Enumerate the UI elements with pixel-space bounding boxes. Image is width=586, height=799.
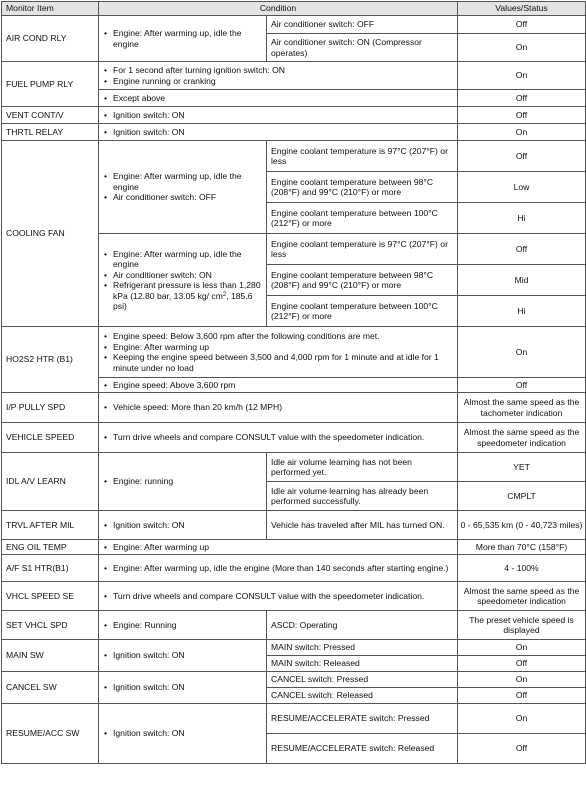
condition-cell xyxy=(99,511,267,540)
condition-cell xyxy=(99,611,267,640)
value-cell: On xyxy=(458,640,586,656)
value-cell: On xyxy=(458,62,586,90)
value-cell: Off xyxy=(458,656,586,672)
monitor-item-cell: SET VHCL SPD xyxy=(2,611,99,640)
sub-condition-cell: CANCEL switch: Pressed xyxy=(267,672,458,688)
table-row xyxy=(2,107,586,124)
monitor-item-cell: VENT CONT/V xyxy=(2,107,99,124)
table-row xyxy=(2,16,586,34)
monitor-item-cell: CANCEL SW xyxy=(2,672,99,704)
table-row xyxy=(2,62,586,90)
monitor-item-cell: AIR COND RLY xyxy=(2,16,99,62)
sub-condition-cell: Air conditioner switch: ON (Compressor operates) xyxy=(267,34,458,62)
table-row xyxy=(2,582,586,611)
monitor-item-cell: COOLING FAN xyxy=(2,141,99,327)
sub-condition-cell: Idle air volume learning has already been performed successfully. xyxy=(267,482,458,511)
value-cell: On xyxy=(458,34,586,62)
condition-cell xyxy=(99,107,458,124)
condition-cell xyxy=(99,327,458,378)
monitor-item-cell: VEHICLE SPEED xyxy=(2,423,99,453)
value-cell: On xyxy=(458,704,586,734)
condition-cell xyxy=(99,582,458,611)
sub-condition-cell: Engine coolant temperature is 97°C (207°F) or less xyxy=(267,234,458,265)
condition-bullet: • Engine speed: Above 3,600 rpm xyxy=(113,380,453,391)
sub-condition-cell: RESUME/ACCELERATE switch: Released xyxy=(267,734,458,764)
condition-bullet: • Engine running or cranking xyxy=(113,76,453,87)
value-cell: Hi xyxy=(458,203,586,234)
value-cell: More than 70°C (158°F) xyxy=(458,540,586,555)
value-cell: Mid xyxy=(458,265,586,296)
condition-cell xyxy=(99,90,458,107)
monitor-item-cell: A/F S1 HTR(B1) xyxy=(2,555,99,582)
value-cell: YET xyxy=(458,453,586,482)
value-cell: Off xyxy=(458,688,586,704)
sub-condition-cell: ASCD: Operating xyxy=(267,611,458,640)
condition-bullet: • Turn drive wheels and compare CONSULT value with the speedometer indication. xyxy=(113,432,453,443)
refrigerant-text: Refrigerant pressure is less than 1,280 kPa (12.80 bar, 13.05 kg/ cm xyxy=(113,280,261,301)
sub-condition-cell: MAIN switch: Released xyxy=(267,656,458,672)
condition-bullet: • Engine: After warming up, idle the engine xyxy=(113,28,262,49)
table-row xyxy=(2,540,586,555)
condition-bullet: • Ignition switch: ON xyxy=(113,728,262,739)
table-row xyxy=(2,124,586,141)
sub-condition-cell: Idle air volume learning has not been performed yet. xyxy=(267,453,458,482)
condition-bullet: • Turn drive wheels and compare CONSULT value with the speedometer indication. xyxy=(113,591,453,602)
condition-bullet: • Engine: running xyxy=(113,476,262,487)
condition-bullet: • Ignition switch: ON xyxy=(113,520,262,531)
value-cell: On xyxy=(458,672,586,688)
value-cell: Off xyxy=(458,107,586,124)
condition-bullet: • Engine: After warming up xyxy=(113,342,453,353)
sub-condition-cell: Engine coolant temperature is 97°C (207°F) or less xyxy=(267,141,458,172)
table-row xyxy=(2,555,586,582)
condition-bullet: • Air conditioner switch: ON xyxy=(113,270,262,281)
value-cell: Off xyxy=(458,378,586,393)
condition-cell xyxy=(99,555,458,582)
table-row xyxy=(2,672,586,688)
value-cell: Low xyxy=(458,172,586,203)
condition-bullet: • Engine: After warming up, idle the engine (More than 140 seconds after starting engine.) xyxy=(113,563,453,574)
monitor-item-cell: TRVL AFTER MIL xyxy=(2,511,99,540)
header-values-status: Values/Status xyxy=(458,2,586,16)
condition-cell xyxy=(99,378,458,393)
condition-cell xyxy=(99,16,267,62)
condition-bullet: • Ignition switch: ON xyxy=(113,682,262,693)
condition-bullet: • Air conditioner switch: OFF xyxy=(113,192,262,203)
condition-bullet: • Engine: After warming up, idle the engine xyxy=(113,249,262,270)
value-cell: 4 - 100% xyxy=(458,555,586,582)
value-cell: Off xyxy=(458,234,586,265)
condition-cell xyxy=(99,672,267,704)
sub-condition-cell: RESUME/ACCELERATE switch: Pressed xyxy=(267,704,458,734)
value-cell: The preset vehicle speed is displayed xyxy=(458,611,586,640)
condition-bullet: • Vehicle speed: More than 20 km/h (12 MPH) xyxy=(113,402,453,413)
condition-cell xyxy=(99,540,458,555)
superscript: 2 xyxy=(222,291,227,298)
value-cell: Off xyxy=(458,90,586,107)
sub-condition-cell: Engine coolant temperature between 100°C (212°F) or more xyxy=(267,296,458,327)
condition-cell xyxy=(99,423,458,453)
table-row xyxy=(2,511,586,540)
sub-condition-cell: Air conditioner switch: OFF xyxy=(267,16,458,34)
monitor-item-cell: THRTL RELAY xyxy=(2,124,99,141)
value-cell: Almost the same speed as the speedometer indication xyxy=(458,582,586,611)
condition-bullet: • Engine: After warming up xyxy=(113,542,453,553)
table-row xyxy=(2,704,586,734)
value-cell: Hi xyxy=(458,296,586,327)
monitor-item-cell: VHCL SPEED SE xyxy=(2,582,99,611)
table-row xyxy=(2,393,586,423)
value-cell: Off xyxy=(458,16,586,34)
refrigerant-text-end: , 185.6 psi) xyxy=(113,290,253,311)
table-row xyxy=(2,423,586,453)
sub-condition-cell: CANCEL switch: Released xyxy=(267,688,458,704)
condition-bullet: • Engine: Running xyxy=(113,620,262,631)
condition-bullet: • Engine: After warming up, idle the engine xyxy=(113,171,262,192)
monitor-item-cell: ENG OIL TEMP xyxy=(2,540,99,555)
condition-bullet: • Ignition switch: ON xyxy=(113,650,262,661)
value-cell: Almost the same speed as the speedometer indication xyxy=(458,423,586,453)
condition-bullet: • Except above xyxy=(113,93,453,104)
condition-bullet xyxy=(113,280,262,312)
table-header-row xyxy=(2,2,586,16)
value-cell: Almost the same speed as the tachometer indication xyxy=(458,393,586,423)
value-cell: Off xyxy=(458,141,586,172)
monitor-item-table xyxy=(1,1,586,764)
condition-bullet: • For 1 second after turning ignition switch: ON xyxy=(113,65,453,76)
monitor-item-cell: HO2S2 HTR (B1) xyxy=(2,327,99,393)
condition-bullet: • Keeping the engine speed between 3,500 and 4,000 rpm for 1 minute and at idle for 1 minute under no load xyxy=(113,352,453,373)
monitor-item-cell: RESUME/ACC SW xyxy=(2,704,99,764)
header-monitor-item: Monitor Item xyxy=(2,2,99,16)
sub-condition-cell: MAIN switch: Pressed xyxy=(267,640,458,656)
table-row xyxy=(2,453,586,482)
value-cell: On xyxy=(458,327,586,378)
condition-cell xyxy=(99,453,267,511)
condition-bullet: • Ignition switch: ON xyxy=(113,110,453,121)
sub-condition-cell: Vehicle has traveled after MIL has turned ON. xyxy=(267,511,458,540)
condition-bullet: • Ignition switch: ON xyxy=(113,127,453,138)
condition-cell xyxy=(99,141,267,234)
monitor-item-cell: IDL A/V LEARN xyxy=(2,453,99,511)
value-cell: 0 - 65,535 km (0 - 40,723 miles) xyxy=(458,511,586,540)
table-row xyxy=(2,611,586,640)
header-condition: Condition xyxy=(99,2,458,16)
condition-cell xyxy=(99,640,267,672)
value-cell: CMPLT xyxy=(458,482,586,511)
table-row xyxy=(2,327,586,378)
table-row xyxy=(2,141,586,172)
condition-bullet: • Engine speed: Below 3,600 rpm after the following conditions are met. xyxy=(113,331,453,342)
table-row xyxy=(2,640,586,656)
sub-condition-cell: Engine coolant temperature between 100°C (212°F) or more xyxy=(267,203,458,234)
condition-cell xyxy=(99,62,458,90)
condition-cell xyxy=(99,234,267,327)
sub-condition-cell: Engine coolant temperature between 98°C (208°F) and 99°C (210°F) or more xyxy=(267,265,458,296)
monitor-item-cell: I/P PULLY SPD xyxy=(2,393,99,423)
value-cell: Off xyxy=(458,734,586,764)
monitor-item-cell: FUEL PUMP RLY xyxy=(2,62,99,107)
value-cell: On xyxy=(458,124,586,141)
sub-condition-cell: Engine coolant temperature between 98°C (208°F) and 99°C (210°F) or more xyxy=(267,172,458,203)
monitor-item-cell: MAIN SW xyxy=(2,640,99,672)
condition-cell xyxy=(99,393,458,423)
condition-cell xyxy=(99,124,458,141)
condition-cell xyxy=(99,704,267,764)
